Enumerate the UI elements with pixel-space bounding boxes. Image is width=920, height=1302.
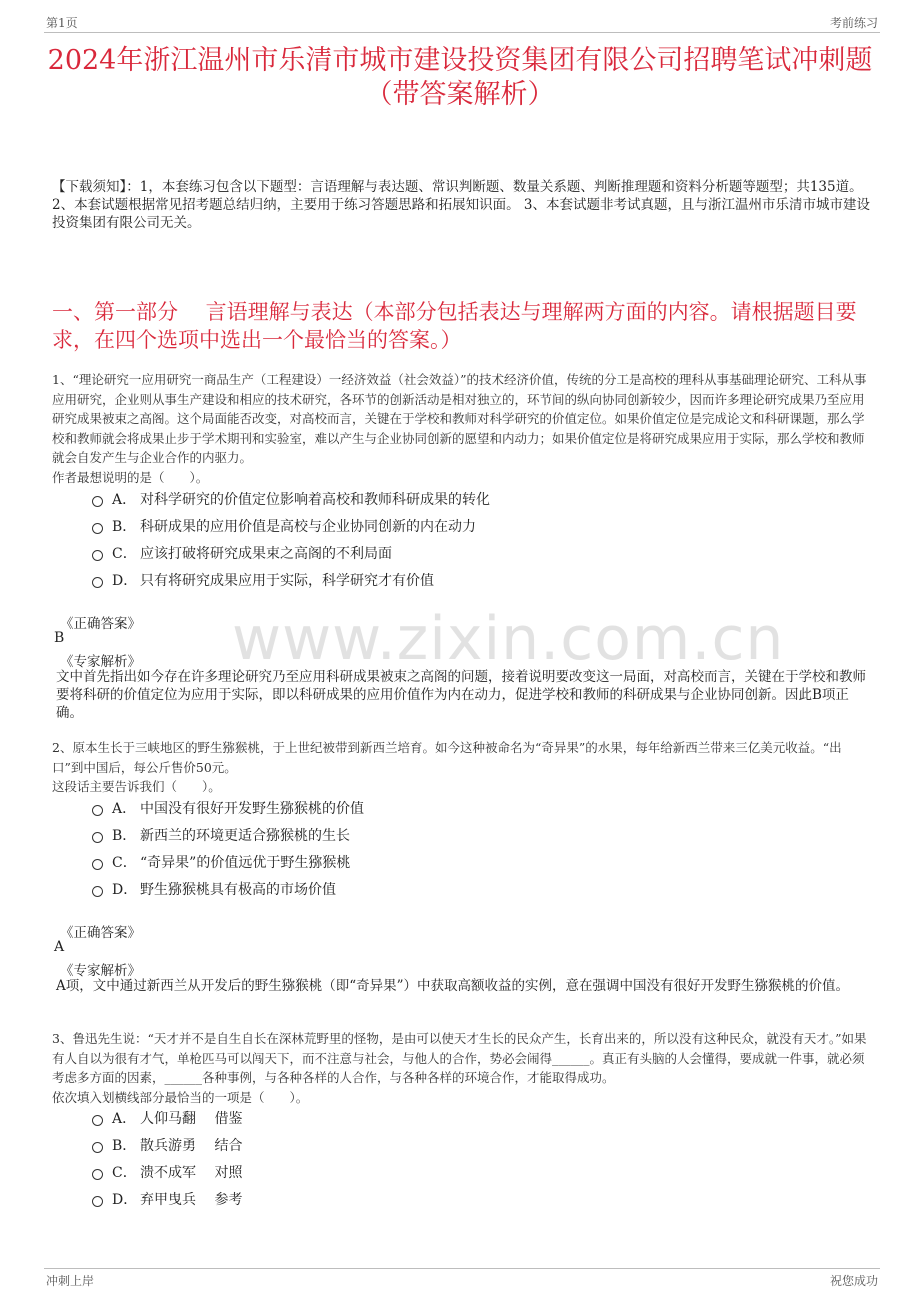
- option-a[interactable]: A． 中国没有很好开发野生猕猴桃的价值: [92, 794, 852, 821]
- radio-icon[interactable]: [92, 1115, 103, 1126]
- footer-rule: [44, 1268, 880, 1269]
- page-number: 第1页: [46, 16, 78, 30]
- answer-label: 《正确答案》: [60, 925, 141, 941]
- analysis-label: 《专家解析》: [60, 963, 141, 979]
- radio-icon[interactable]: [92, 496, 103, 507]
- option-a[interactable]: A． 人仰马翻 借鉴: [92, 1104, 852, 1131]
- radio-icon[interactable]: [92, 1142, 103, 1153]
- question-3-options: [92, 1104, 852, 1212]
- option-c[interactable]: C． 应该打破将研究成果束之高阁的不利局面: [92, 539, 852, 566]
- question-2-ask: 这段话主要告诉我们（ ）。: [52, 779, 221, 794]
- question-2-stem: 2、原本生长于三峡地区的野生猕猴桃，于上世纪被带到新西兰培育。如今这种被命名为“奇异果”的水果，每年给新西兰带来三亿美元收益。“出口”到中国后，每公斤售价50元。: [52, 740, 842, 775]
- header-rule: [44, 32, 880, 33]
- header-label: 考前练习: [829, 16, 878, 30]
- radio-icon[interactable]: [92, 523, 103, 534]
- option-c[interactable]: C． “奇异果”的价值远优于野生猕猴桃: [92, 848, 852, 875]
- analysis-text: 文中首先指出如今存在许多理论研究乃至应用科研成果被束之高阁的问题，接着说明要改变这一局面，对高校而言，关键在于学校和教师要将科研的价值定位为应用于实际，即以科研成果的应用价值作为内在动力，促进学校和教师的科研成果与企业协同创新。因此B项正确。: [56, 669, 866, 721]
- question-3-stem: 3、鲁迅先生说：“天才并不是自生自长在深林荒野里的怪物，是由可以使天才生长的民众产生，长育出来的，所以没有这种民众，就没有天才。”如果有人自以为很有才气，单枪匹马可以闯天下，而不注意与社会，与他人的合作，势必会闹得______。真正有头脑的人会懂得，要成就一件事，就必须考虑多方面的因素，______各种事例，与各种各样的人合作，与各种各样的环境合作，才能取得成功。: [52, 1031, 867, 1086]
- option-a[interactable]: A． 对科学研究的价值定位影响着高校和教师科研成果的转化: [92, 485, 852, 512]
- question-1-ask: 作者最想说明的是（ ）。: [52, 470, 209, 485]
- answer-value: B: [54, 630, 65, 646]
- radio-icon[interactable]: [92, 1196, 103, 1207]
- question-2-options: [92, 794, 852, 902]
- radio-icon[interactable]: [92, 859, 103, 870]
- radio-icon[interactable]: [92, 805, 103, 816]
- radio-icon[interactable]: [92, 886, 103, 897]
- option-b[interactable]: B． 科研成果的应用价值是高校与企业协同创新的内在动力: [92, 512, 852, 539]
- radio-icon[interactable]: [92, 550, 103, 561]
- section-title: 一、第一部分 言语理解与表达（本部分包括表达与理解两方面的内容。请根据题目要求，在四个选项中选出一个最恰当的答案。）: [52, 300, 857, 352]
- question-1-stem: 1、“理论研究一应用研究一商品生产（工程建设）一经济效益（社会效益）”的技术经济价值，传统的分工是高校的理科从事基础理论研究、工科从事应用研究，企业则从事生产建设和相应的技术研究，各环节的创新活动是相对独立的，环节间的纵向协同创新较少，因而许多理论研究成果乃至应用研究成果被束之高阁。这个局面能否改变，对高校而言，关键在于学校和教师对科学研究的价值定位。如果价值定位是完成论文和科研课题，那么学校和教师就会将成果止步于学术期刊和实验室，难以产生与企业协同创新的愿望和内动力；如果价值定位是将研究成果应用于实际，那么学校和教师就会自发产生与企业合作的内驱力。: [52, 372, 867, 466]
- analysis-text: A项，文中通过新西兰从开发后的野生猕猴桃（即“奇异果”）中获取高额收益的实例，意在强调中国没有很好开发野生猕猴桃的价值。: [56, 978, 850, 994]
- footer-left-label: 冲刺上岸: [46, 1274, 95, 1288]
- radio-icon[interactable]: [92, 1169, 103, 1180]
- option-b[interactable]: B． 新西兰的环境更适合猕猴桃的生长: [92, 821, 852, 848]
- question-1-options: [92, 485, 852, 593]
- document-title: 2024年浙江温州市乐清市城市建设投资集团有限公司招聘笔试冲刺题（带答案解析）: [47, 45, 873, 110]
- option-c[interactable]: C． 溃不成军 对照: [92, 1158, 852, 1185]
- option-b[interactable]: B． 散兵游勇 结合: [92, 1131, 852, 1158]
- option-d[interactable]: D． 只有将研究成果应用于实际，科学研究才有价值: [92, 566, 852, 593]
- radio-icon[interactable]: [92, 577, 103, 588]
- watermark: www.zixin.com.cn: [232, 604, 785, 674]
- option-d[interactable]: D． 弃甲曳兵 参考: [92, 1185, 852, 1212]
- radio-icon[interactable]: [92, 832, 103, 843]
- analysis-label: 《专家解析》: [60, 654, 141, 670]
- question-3-ask: 依次填入划横线部分最恰当的一项是（ ）。: [52, 1090, 309, 1105]
- option-d[interactable]: D． 野生猕猴桃具有极高的市场价值: [92, 875, 852, 902]
- answer-label: 《正确答案》: [60, 616, 141, 632]
- answer-value: A: [54, 939, 65, 955]
- footer-right-label: 祝您成功: [829, 1274, 878, 1288]
- download-notice: 【下载须知】：1，本套练习包含以下题型：言语理解与表达题、常识判断题、数量关系题、判断推理题和资料分析题等题型；共135道。 2、本套试题根据常见招考题总结归纳，主要用于练习答题思路和拓展知识面。 3、本套试题非考试真题，且与浙江温州市乐清市城市建设投资集团有限公司无关。: [52, 179, 870, 231]
